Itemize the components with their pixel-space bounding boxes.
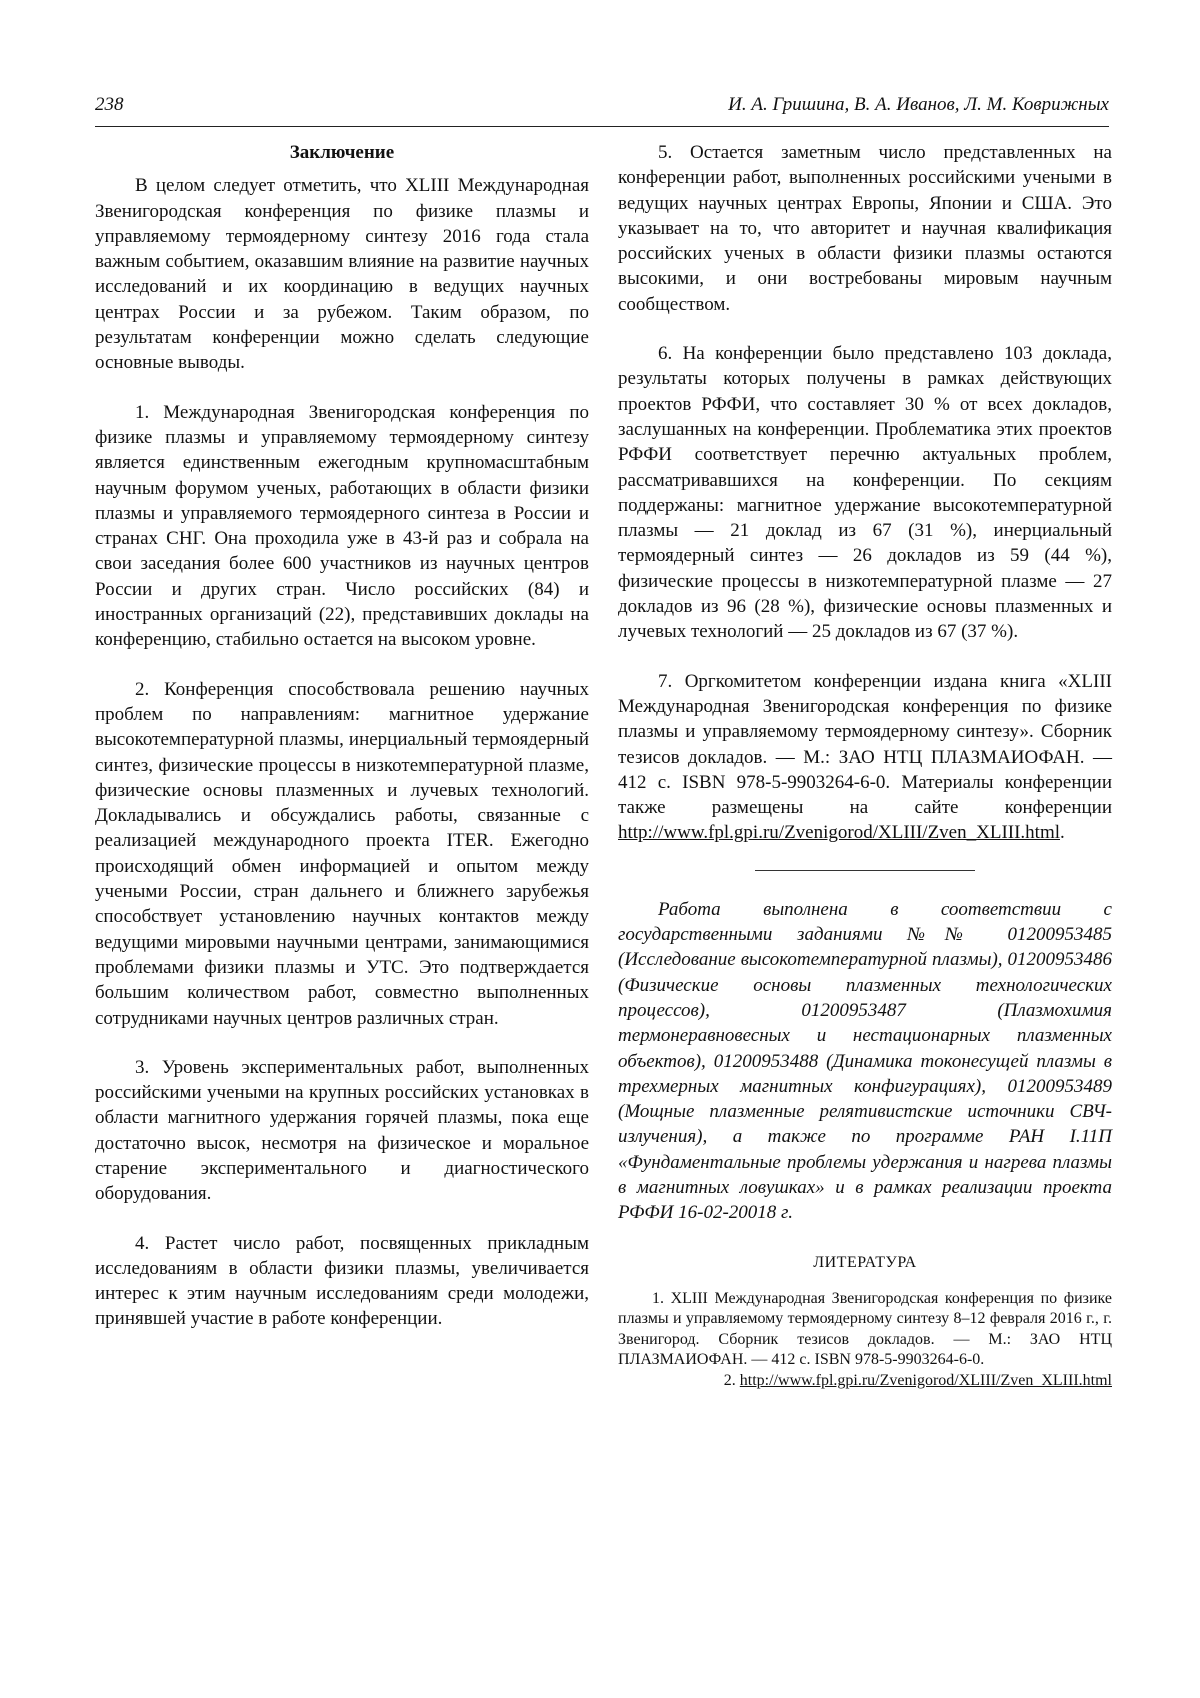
section-title: Заключение xyxy=(289,142,395,163)
right-column xyxy=(618,140,1112,1391)
acknowledgment: Работа выполнена в соответствии с государственными заданиями №№ 01200953485 (Исследование высокотемпературной плазмы), 01200953486 (Физические основы плазменных технологических процессов), 01200953487 (Плазмохимия термонеравновесных и нестационарных плазменных объектов), 01200953488 (Динамика токонесущей плазмы в трехмерных магнитных конфигурациях), 01200953489 (Мощные плазменные релятивистские источники СВЧ-излучения), а также по программе РАН I.11П «Фундаментальные проблемы удержания и нагрева плазмы в магнитных ловушках» и в рамках реализации проекта РФФИ 16-02-20018 г. xyxy=(618,898,1112,1224)
intro-paragraph: В целом следует отметить, что XLIII Международная Звенигородская конференция по физике плазмы и управляемому термоядерному синтезу 2016 года стала важным событием, оказавшим влияние на развитие научных исследований и их координацию в ведущих научных центрах России и за рубежом. Таким образом, по результатам конференции можно сделать следующие основные выводы. xyxy=(95,175,589,374)
conference-site-link[interactable]: http://www.fpl.gpi.ru/Zvenigorod/XLIII/Zven_XLIII.html xyxy=(618,822,1061,844)
references-title: ЛИТЕРАТУРА xyxy=(813,1253,917,1271)
conclusion-2: 2. Конференция способствовала решению научных проблем по направлениям: магнитное удержание высокотемпературной плазмы, инерциальный термоядерный синтез, физические процессы в низкотемпературной плазме, физические основы плазменных и лучевых технологий. Докладывались и обсуждались работы, связанные с реализацией международного проекта ITER. Ежегодно происходящий обмен информацией и опытом между учеными России, стран дальнего и ближнего зарубежья способствует установлению научных контактов между ведущими мировыми научными центрами, занимающимися проблемами физики плазмы и УТС. Это подтверждается большим количеством работ, совместно выполненных сотрудниками научных центров различных стран. xyxy=(95,678,589,1029)
conclusion-6: 6. На конференции было представлено 103 доклада, результаты которых получены в рамках действующих проектов РФФИ, что составляет 30 % от всех докладов, заслушанных на конференции. Проблематика этих проектов РФФИ соответствует перечню актуальных проблем, рассматривавшихся на конференции. По секциям поддержаны: магнитное удержание высокотемпературной плазмы — 21 доклад из 67 (31 %), инерциальный термоядерный синтез — 26 докладов из 59 (44 %), физические процессы в низкотемпературной плазме — 27 докладов из 96 (28 %), физические основы плазменных и лучевых технологий — 25 докладов из 67 (37 %). xyxy=(618,343,1112,643)
conclusion-4: 4. Растет число работ, посвященных прикладным исследованиям в области физики плазмы, увеличивается интерес к этим научным исследованиям среди молодежи, принявшей участие в работе конференции. xyxy=(95,1232,589,1330)
left-column xyxy=(95,140,589,1356)
running-authors: И. А. Гришина, В. А. Иванов, Л. М. Коврижных xyxy=(728,94,1109,115)
running-header xyxy=(95,88,1109,118)
conclusion-5: 5. Остается заметным число представленных на конференции работ, выполненных российскими учеными в ведущих научных центрах Европы, Японии и США. Это указывает на то, что авторитет и научная квалификация российских ученых в области физики плазмы остаются высокими, и они востребованы мировым научным сообществом. xyxy=(618,142,1112,315)
conclusion-7 xyxy=(618,669,1112,846)
reference-2-link[interactable]: http://www.fpl.gpi.ru/Zvenigorod/XLIII/Zven_XLIII.html xyxy=(739,1371,1112,1389)
reference-1: 1. XLIII Международная Звенигородская конференция по физике плазмы и управляемому термоядерному синтезу 8–12 февраля 2016 г., г. Звенигород. Сборник тезисов докладов. — М.: ЗАО НТЦ ПЛАЗМАИОФАН. — 412 с. ISBN 978-5-9903264-6-0. xyxy=(618,1289,1112,1369)
references-list xyxy=(618,1289,1112,1392)
page xyxy=(95,88,1109,118)
conclusion-7-end: . xyxy=(1060,822,1065,844)
conclusion-3: 3. Уровень экспериментальных работ, выполненных российскими учеными на крупных российских установках в области магнитного удержания горячей плазмы, пока еще достаточно высок, несмотря на физическое и моральное старение экспериментального и диагностического оборудования. xyxy=(95,1056,589,1205)
page-number: 238 xyxy=(95,94,124,115)
conclusion-1: 1. Международная Звенигородская конференция по физике плазмы и управляемому термоядерному синтезу является единственным ежегодным крупномасштабным научным форумом ученых, работающих в области физики плазмы и управляемого термоядерного синтеза в России и странах СНГ. Она проходила уже в 43-й раз и собрала на свои заседания более 600 участников из научных центров России и других стран. Число российских (84) и иностранных организаций (22), представивших доклады на конференцию, стабильно остается на высоком уровне. xyxy=(95,401,589,651)
reference-2 xyxy=(618,1371,1112,1392)
header-rule xyxy=(95,126,1109,127)
footnote-divider xyxy=(755,870,975,871)
reference-2-number: 2. xyxy=(723,1371,740,1389)
conclusion-7-text: 7. Оргкомитетом конференции издана книга «XLIII Международная Звенигородская конференция по физике плазмы и управляемому термоядерному синтезу». Сборник тезисов докладов. — М.: ЗАО НТЦ ПЛАЗМАИОФАН. — 412 с. ISBN 978-5-9903264-6-0. Материалы конференции также размещены на сайте конференции xyxy=(618,670,1112,819)
